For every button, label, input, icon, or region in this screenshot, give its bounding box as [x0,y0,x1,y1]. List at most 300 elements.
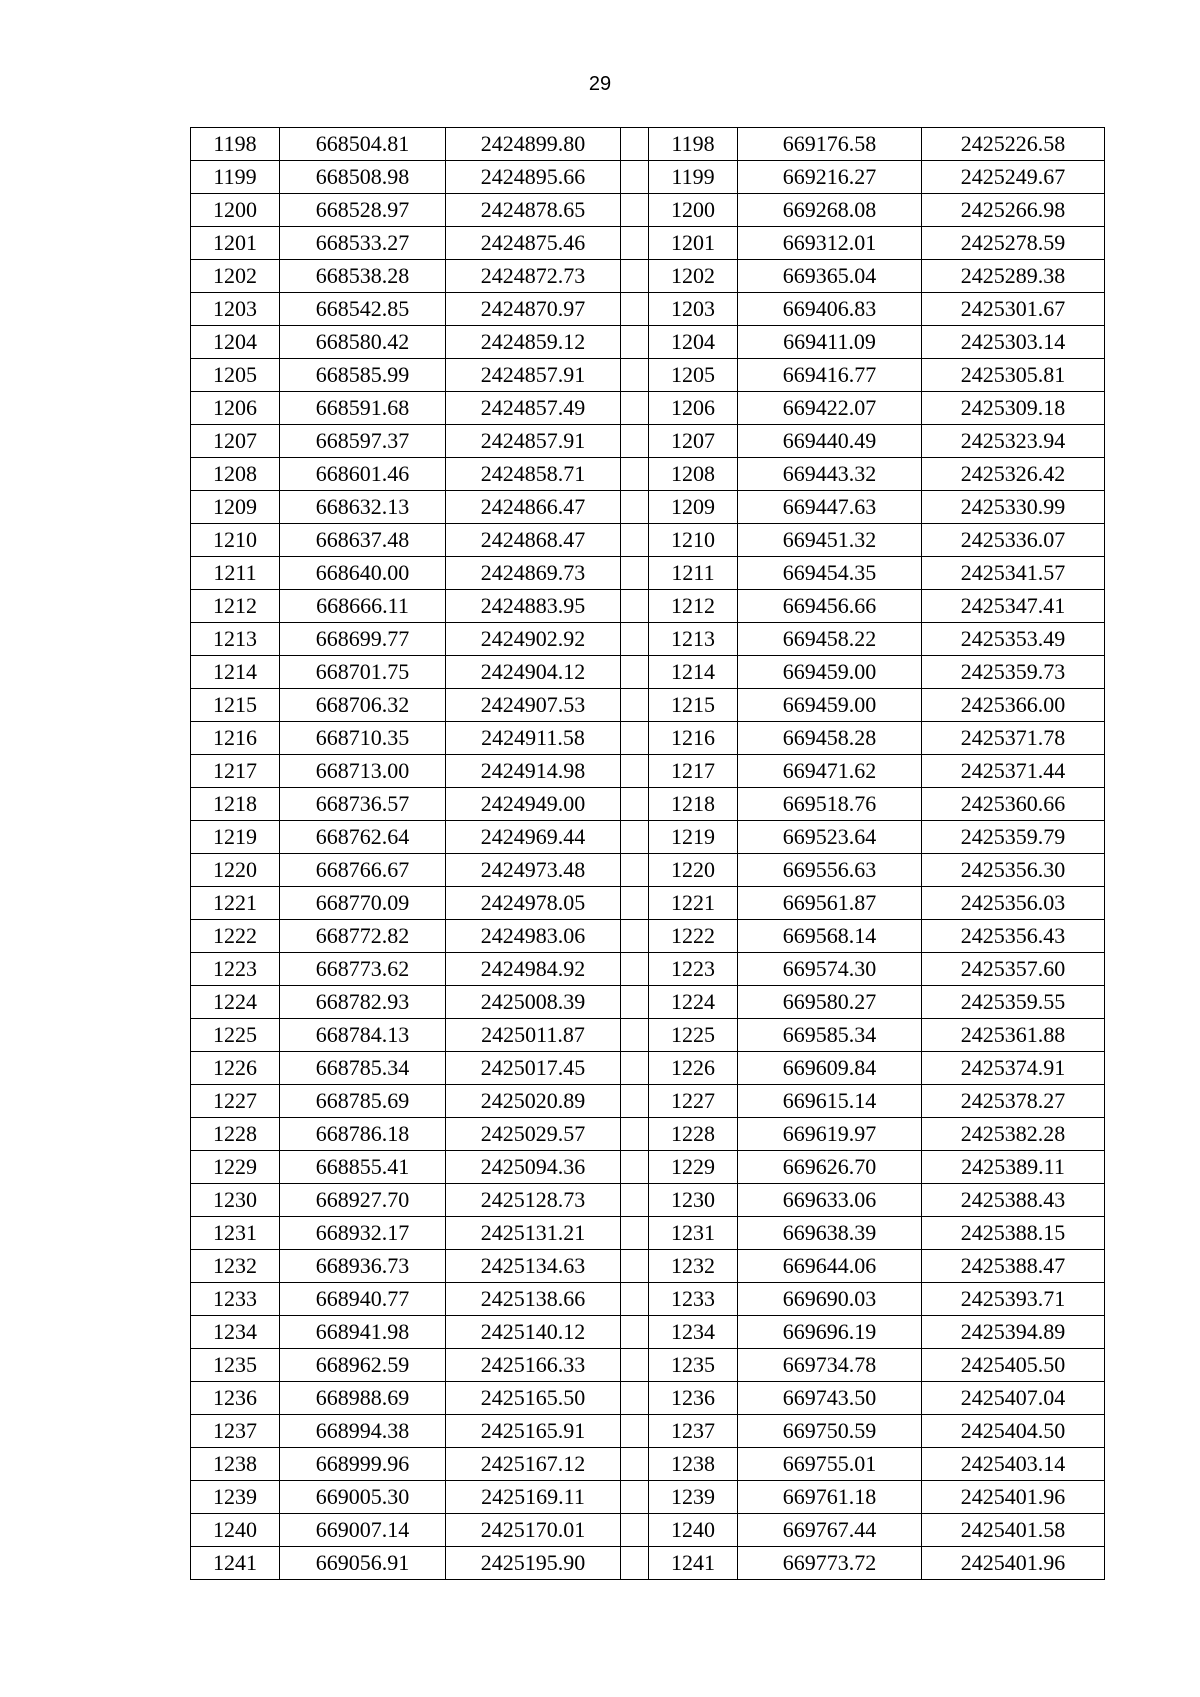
left-y-coordinate-cell: 2424875.46 [446,227,621,260]
left-y-coordinate-cell: 2424858.71 [446,458,621,491]
right-y-coordinate-cell: 2425378.27 [922,1085,1105,1118]
right-point-number-cell: 1240 [649,1514,738,1547]
left-y-coordinate-cell: 2424978.05 [446,887,621,920]
left-point-number-cell: 1218 [191,788,280,821]
table-row [191,293,1105,326]
left-point-number-cell: 1230 [191,1184,280,1217]
right-point-number-cell: 1231 [649,1217,738,1250]
right-point-number-cell: 1198 [649,128,738,161]
right-y-coordinate-cell: 2425359.79 [922,821,1105,854]
left-y-coordinate-cell: 2425020.89 [446,1085,621,1118]
left-x-coordinate-cell: 668932.17 [280,1217,446,1250]
left-point-number-cell: 1216 [191,722,280,755]
right-point-number-cell: 1209 [649,491,738,524]
right-point-number-cell: 1210 [649,524,738,557]
left-x-coordinate-cell: 668736.57 [280,788,446,821]
left-x-coordinate-cell: 669056.91 [280,1547,446,1580]
right-y-coordinate-cell: 2425388.43 [922,1184,1105,1217]
right-point-number-cell: 1215 [649,689,738,722]
table-row [191,1481,1105,1514]
right-y-coordinate-cell: 2425323.94 [922,425,1105,458]
table-row [191,986,1105,1019]
right-y-coordinate-cell: 2425366.00 [922,689,1105,722]
right-y-coordinate-cell: 2425356.03 [922,887,1105,920]
left-point-number-cell: 1219 [191,821,280,854]
right-x-coordinate-cell: 669638.39 [738,1217,922,1250]
right-x-coordinate-cell: 669761.18 [738,1481,922,1514]
left-x-coordinate-cell: 668597.37 [280,425,446,458]
right-point-number-cell: 1237 [649,1415,738,1448]
left-point-number-cell: 1239 [191,1481,280,1514]
right-point-number-cell: 1233 [649,1283,738,1316]
right-x-coordinate-cell: 669458.22 [738,623,922,656]
left-x-coordinate-cell: 668855.41 [280,1151,446,1184]
left-x-coordinate-cell: 668784.13 [280,1019,446,1052]
separator-cell [621,1217,649,1250]
separator-cell [621,1283,649,1316]
right-y-coordinate-cell: 2425371.44 [922,755,1105,788]
right-y-coordinate-cell: 2425382.28 [922,1118,1105,1151]
right-y-coordinate-cell: 2425388.15 [922,1217,1105,1250]
left-point-number-cell: 1202 [191,260,280,293]
left-x-coordinate-cell: 668542.85 [280,293,446,326]
right-y-coordinate-cell: 2425389.11 [922,1151,1105,1184]
left-x-coordinate-cell: 668699.77 [280,623,446,656]
table-row [191,161,1105,194]
left-y-coordinate-cell: 2425165.91 [446,1415,621,1448]
right-x-coordinate-cell: 669615.14 [738,1085,922,1118]
right-x-coordinate-cell: 669773.72 [738,1547,922,1580]
left-y-coordinate-cell: 2425029.57 [446,1118,621,1151]
right-point-number-cell: 1208 [649,458,738,491]
separator-cell [621,590,649,623]
right-x-coordinate-cell: 669568.14 [738,920,922,953]
table-row [191,821,1105,854]
left-point-number-cell: 1204 [191,326,280,359]
right-x-coordinate-cell: 669443.32 [738,458,922,491]
left-point-number-cell: 1221 [191,887,280,920]
left-point-number-cell: 1222 [191,920,280,953]
left-y-coordinate-cell: 2424907.53 [446,689,621,722]
separator-cell [621,260,649,293]
right-point-number-cell: 1204 [649,326,738,359]
right-x-coordinate-cell: 669406.83 [738,293,922,326]
table-row [191,1118,1105,1151]
left-x-coordinate-cell: 668786.18 [280,1118,446,1151]
table-row [191,1151,1105,1184]
separator-cell [621,986,649,1019]
right-point-number-cell: 1218 [649,788,738,821]
left-point-number-cell: 1200 [191,194,280,227]
right-y-coordinate-cell: 2425347.41 [922,590,1105,623]
right-point-number-cell: 1234 [649,1316,738,1349]
left-x-coordinate-cell: 668585.99 [280,359,446,392]
right-y-coordinate-cell: 2425360.66 [922,788,1105,821]
left-y-coordinate-cell: 2425170.01 [446,1514,621,1547]
table-row [191,788,1105,821]
left-y-coordinate-cell: 2425165.50 [446,1382,621,1415]
left-point-number-cell: 1210 [191,524,280,557]
left-y-coordinate-cell: 2425011.87 [446,1019,621,1052]
left-point-number-cell: 1238 [191,1448,280,1481]
separator-cell [621,854,649,887]
left-point-number-cell: 1208 [191,458,280,491]
left-y-coordinate-cell: 2424870.97 [446,293,621,326]
separator-cell [621,557,649,590]
left-point-number-cell: 1201 [191,227,280,260]
separator-cell [621,887,649,920]
left-y-coordinate-cell: 2425128.73 [446,1184,621,1217]
table-row [191,227,1105,260]
left-y-coordinate-cell: 2425008.39 [446,986,621,1019]
right-point-number-cell: 1225 [649,1019,738,1052]
right-x-coordinate-cell: 669459.00 [738,656,922,689]
right-point-number-cell: 1222 [649,920,738,953]
left-point-number-cell: 1225 [191,1019,280,1052]
left-x-coordinate-cell: 669007.14 [280,1514,446,1547]
left-point-number-cell: 1224 [191,986,280,1019]
left-y-coordinate-cell: 2425138.66 [446,1283,621,1316]
right-x-coordinate-cell: 669518.76 [738,788,922,821]
left-y-coordinate-cell: 2424869.73 [446,557,621,590]
left-x-coordinate-cell: 668580.42 [280,326,446,359]
right-point-number-cell: 1229 [649,1151,738,1184]
left-y-coordinate-cell: 2425195.90 [446,1547,621,1580]
right-x-coordinate-cell: 669626.70 [738,1151,922,1184]
table-row [191,1316,1105,1349]
left-x-coordinate-cell: 668988.69 [280,1382,446,1415]
table-row [191,623,1105,656]
separator-cell [621,722,649,755]
right-point-number-cell: 1232 [649,1250,738,1283]
right-x-coordinate-cell: 669743.50 [738,1382,922,1415]
left-x-coordinate-cell: 668941.98 [280,1316,446,1349]
table-row [191,689,1105,722]
right-y-coordinate-cell: 2425356.30 [922,854,1105,887]
left-point-number-cell: 1198 [191,128,280,161]
right-x-coordinate-cell: 669458.28 [738,722,922,755]
left-point-number-cell: 1241 [191,1547,280,1580]
right-y-coordinate-cell: 2425393.71 [922,1283,1105,1316]
left-x-coordinate-cell: 668940.77 [280,1283,446,1316]
left-x-coordinate-cell: 668999.96 [280,1448,446,1481]
right-point-number-cell: 1224 [649,986,738,1019]
left-point-number-cell: 1209 [191,491,280,524]
left-x-coordinate-cell: 668994.38 [280,1415,446,1448]
left-x-coordinate-cell: 668632.13 [280,491,446,524]
left-x-coordinate-cell: 668637.48 [280,524,446,557]
right-x-coordinate-cell: 669268.08 [738,194,922,227]
table-row [191,1250,1105,1283]
left-y-coordinate-cell: 2424899.80 [446,128,621,161]
left-y-coordinate-cell: 2424883.95 [446,590,621,623]
separator-cell [621,293,649,326]
right-y-coordinate-cell: 2425401.96 [922,1481,1105,1514]
right-point-number-cell: 1214 [649,656,738,689]
table-row [191,1448,1105,1481]
right-point-number-cell: 1228 [649,1118,738,1151]
table-row [191,755,1105,788]
right-x-coordinate-cell: 669365.04 [738,260,922,293]
right-x-coordinate-cell: 669176.58 [738,128,922,161]
table-row [191,1217,1105,1250]
separator-cell [621,1547,649,1580]
left-point-number-cell: 1227 [191,1085,280,1118]
right-y-coordinate-cell: 2425401.96 [922,1547,1105,1580]
left-y-coordinate-cell: 2424857.91 [446,359,621,392]
right-point-number-cell: 1219 [649,821,738,854]
table-row [191,1415,1105,1448]
left-point-number-cell: 1223 [191,953,280,986]
right-y-coordinate-cell: 2425266.98 [922,194,1105,227]
left-y-coordinate-cell: 2424949.00 [446,788,621,821]
left-point-number-cell: 1235 [191,1349,280,1382]
right-y-coordinate-cell: 2425403.14 [922,1448,1105,1481]
separator-cell [621,1085,649,1118]
left-y-coordinate-cell: 2425140.12 [446,1316,621,1349]
right-x-coordinate-cell: 669585.34 [738,1019,922,1052]
right-point-number-cell: 1235 [649,1349,738,1382]
left-y-coordinate-cell: 2425167.12 [446,1448,621,1481]
left-point-number-cell: 1226 [191,1052,280,1085]
right-point-number-cell: 1202 [649,260,738,293]
left-point-number-cell: 1228 [191,1118,280,1151]
left-point-number-cell: 1211 [191,557,280,590]
right-y-coordinate-cell: 2425305.81 [922,359,1105,392]
separator-cell [621,1151,649,1184]
page-number: 29 [588,73,612,95]
left-x-coordinate-cell: 668762.64 [280,821,446,854]
right-y-coordinate-cell: 2425309.18 [922,392,1105,425]
right-y-coordinate-cell: 2425249.67 [922,161,1105,194]
table-row [191,491,1105,524]
right-y-coordinate-cell: 2425359.55 [922,986,1105,1019]
right-x-coordinate-cell: 669574.30 [738,953,922,986]
left-y-coordinate-cell: 2425169.11 [446,1481,621,1514]
left-y-coordinate-cell: 2424866.47 [446,491,621,524]
right-x-coordinate-cell: 669734.78 [738,1349,922,1382]
left-y-coordinate-cell: 2424902.92 [446,623,621,656]
right-point-number-cell: 1200 [649,194,738,227]
left-point-number-cell: 1233 [191,1283,280,1316]
right-x-coordinate-cell: 669580.27 [738,986,922,1019]
left-y-coordinate-cell: 2424984.92 [446,953,621,986]
table-row [191,920,1105,953]
separator-cell [621,128,649,161]
right-y-coordinate-cell: 2425394.89 [922,1316,1105,1349]
right-y-coordinate-cell: 2425289.38 [922,260,1105,293]
left-x-coordinate-cell: 668701.75 [280,656,446,689]
left-x-coordinate-cell: 668962.59 [280,1349,446,1382]
separator-cell [621,1448,649,1481]
right-y-coordinate-cell: 2425330.99 [922,491,1105,524]
coordinate-table-body [191,128,1105,1580]
right-y-coordinate-cell: 2425303.14 [922,326,1105,359]
right-x-coordinate-cell: 669523.64 [738,821,922,854]
separator-cell [621,1118,649,1151]
right-x-coordinate-cell: 669696.19 [738,1316,922,1349]
right-y-coordinate-cell: 2425401.58 [922,1514,1105,1547]
left-x-coordinate-cell: 668508.98 [280,161,446,194]
separator-cell [621,1514,649,1547]
left-y-coordinate-cell: 2424904.12 [446,656,621,689]
left-x-coordinate-cell: 668528.97 [280,194,446,227]
table-row [191,128,1105,161]
left-y-coordinate-cell: 2424914.98 [446,755,621,788]
table-row [191,1052,1105,1085]
left-x-coordinate-cell: 668766.67 [280,854,446,887]
left-x-coordinate-cell: 668706.32 [280,689,446,722]
right-point-number-cell: 1203 [649,293,738,326]
left-y-coordinate-cell: 2424911.58 [446,722,621,755]
left-y-coordinate-cell: 2424857.49 [446,392,621,425]
left-x-coordinate-cell: 668538.28 [280,260,446,293]
right-y-coordinate-cell: 2425326.42 [922,458,1105,491]
left-point-number-cell: 1214 [191,656,280,689]
table-row [191,1349,1105,1382]
right-x-coordinate-cell: 669755.01 [738,1448,922,1481]
table-row [191,887,1105,920]
separator-cell [621,227,649,260]
right-x-coordinate-cell: 669411.09 [738,326,922,359]
right-point-number-cell: 1199 [649,161,738,194]
left-point-number-cell: 1231 [191,1217,280,1250]
right-x-coordinate-cell: 669456.66 [738,590,922,623]
left-x-coordinate-cell: 668927.70 [280,1184,446,1217]
table-row [191,359,1105,392]
left-x-coordinate-cell: 668601.46 [280,458,446,491]
separator-cell [621,821,649,854]
left-point-number-cell: 1229 [191,1151,280,1184]
right-point-number-cell: 1207 [649,425,738,458]
separator-cell [621,491,649,524]
right-point-number-cell: 1206 [649,392,738,425]
right-x-coordinate-cell: 669422.07 [738,392,922,425]
right-x-coordinate-cell: 669312.01 [738,227,922,260]
right-y-coordinate-cell: 2425404.50 [922,1415,1105,1448]
separator-cell [621,755,649,788]
left-point-number-cell: 1236 [191,1382,280,1415]
right-x-coordinate-cell: 669609.84 [738,1052,922,1085]
left-y-coordinate-cell: 2425134.63 [446,1250,621,1283]
right-y-coordinate-cell: 2425374.91 [922,1052,1105,1085]
left-x-coordinate-cell: 668936.73 [280,1250,446,1283]
separator-cell [621,1382,649,1415]
separator-cell [621,953,649,986]
separator-cell [621,359,649,392]
right-point-number-cell: 1216 [649,722,738,755]
table-row [191,260,1105,293]
right-point-number-cell: 1236 [649,1382,738,1415]
right-x-coordinate-cell: 669644.06 [738,1250,922,1283]
right-point-number-cell: 1213 [649,623,738,656]
separator-cell [621,194,649,227]
left-y-coordinate-cell: 2425166.33 [446,1349,621,1382]
left-point-number-cell: 1213 [191,623,280,656]
left-y-coordinate-cell: 2424895.66 [446,161,621,194]
separator-cell [621,1184,649,1217]
right-x-coordinate-cell: 669454.35 [738,557,922,590]
right-y-coordinate-cell: 2425357.60 [922,953,1105,986]
table-row [191,425,1105,458]
left-x-coordinate-cell: 668666.11 [280,590,446,623]
separator-cell [621,1481,649,1514]
separator-cell [621,326,649,359]
right-x-coordinate-cell: 669416.77 [738,359,922,392]
left-x-coordinate-cell: 668785.34 [280,1052,446,1085]
left-point-number-cell: 1199 [191,161,280,194]
right-y-coordinate-cell: 2425371.78 [922,722,1105,755]
right-x-coordinate-cell: 669451.32 [738,524,922,557]
separator-cell [621,392,649,425]
left-y-coordinate-cell: 2424983.06 [446,920,621,953]
right-x-coordinate-cell: 669459.00 [738,689,922,722]
right-y-coordinate-cell: 2425353.49 [922,623,1105,656]
left-x-coordinate-cell: 668773.62 [280,953,446,986]
right-point-number-cell: 1223 [649,953,738,986]
table-row [191,590,1105,623]
right-x-coordinate-cell: 669690.03 [738,1283,922,1316]
right-x-coordinate-cell: 669440.49 [738,425,922,458]
right-y-coordinate-cell: 2425388.47 [922,1250,1105,1283]
table-row [191,1514,1105,1547]
separator-cell [621,920,649,953]
right-point-number-cell: 1241 [649,1547,738,1580]
separator-cell [621,689,649,722]
separator-cell [621,656,649,689]
separator-cell [621,458,649,491]
table-row [191,854,1105,887]
right-point-number-cell: 1226 [649,1052,738,1085]
left-x-coordinate-cell: 668770.09 [280,887,446,920]
right-y-coordinate-cell: 2425341.57 [922,557,1105,590]
right-x-coordinate-cell: 669633.06 [738,1184,922,1217]
right-y-coordinate-cell: 2425405.50 [922,1349,1105,1382]
table-row [191,1085,1105,1118]
left-point-number-cell: 1232 [191,1250,280,1283]
table-row [191,326,1105,359]
table-row [191,392,1105,425]
left-x-coordinate-cell: 668713.00 [280,755,446,788]
left-y-coordinate-cell: 2425094.36 [446,1151,621,1184]
left-x-coordinate-cell: 668533.27 [280,227,446,260]
separator-cell [621,1052,649,1085]
table-row [191,458,1105,491]
separator-cell [621,623,649,656]
separator-cell [621,161,649,194]
right-point-number-cell: 1230 [649,1184,738,1217]
left-x-coordinate-cell: 668782.93 [280,986,446,1019]
left-point-number-cell: 1212 [191,590,280,623]
right-x-coordinate-cell: 669556.63 [738,854,922,887]
right-point-number-cell: 1238 [649,1448,738,1481]
table-row [191,1184,1105,1217]
right-point-number-cell: 1227 [649,1085,738,1118]
right-point-number-cell: 1211 [649,557,738,590]
table-row [191,953,1105,986]
coordinate-table [190,127,1105,1580]
right-x-coordinate-cell: 669447.63 [738,491,922,524]
left-y-coordinate-cell: 2424857.91 [446,425,621,458]
separator-cell [621,788,649,821]
separator-cell [621,425,649,458]
left-point-number-cell: 1205 [191,359,280,392]
right-x-coordinate-cell: 669216.27 [738,161,922,194]
left-y-coordinate-cell: 2424973.48 [446,854,621,887]
left-y-coordinate-cell: 2424859.12 [446,326,621,359]
table-row [191,722,1105,755]
left-x-coordinate-cell: 668772.82 [280,920,446,953]
